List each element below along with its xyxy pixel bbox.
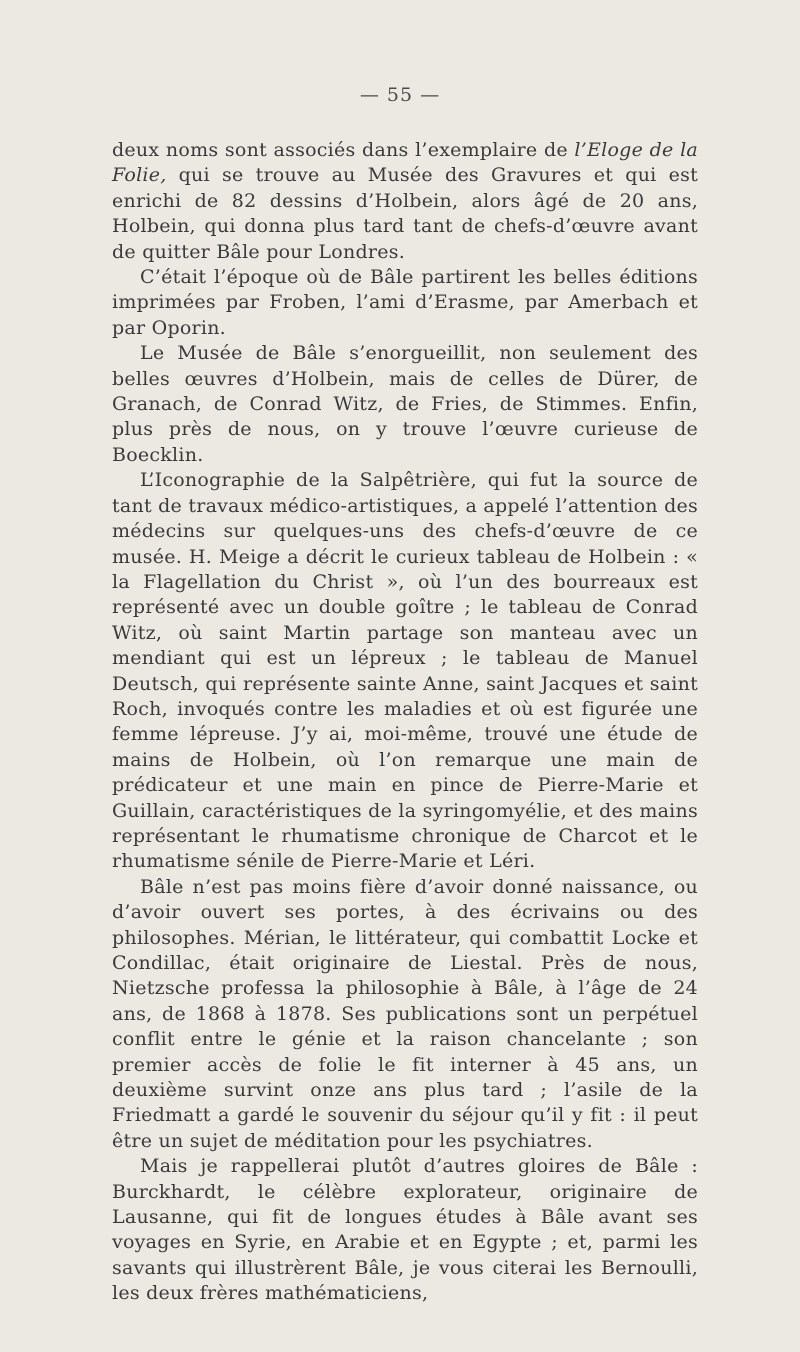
paragraph-2: C’était l’époque où de Bâle partirent les belles éditions imprimées par Froben, l’ami d’Erasme, par Amerbach et par Oporin. [112, 266, 698, 339]
paragraph-6: Mais je rappellerai plutôt d’autres gloires de Bâle : Burckhardt, le célèbre explorateur, originaire de Lausanne, qui fit de longues études à Bâle avant ses voyages en Syrie, en Arabie et en Egypte ; et, parmi les savants qui illustrèrent Bâle, je vous citerai les Bernoulli, les deux frères mathématiciens, [112, 1155, 698, 1305]
page-number: — 55 — [359, 84, 441, 106]
book-title: l’Eloge de la Folie, [112, 139, 698, 187]
paragraph-4: L’Iconographie de la Salpêtrière, qui fut la source de tant de travaux médico-artistiques, a appelé l’attention des médecins sur quelques-uns des chefs-d’œuvre de ce musée. H. Meige a décrit le curieux tableau de Holbein : « la Flagellation du Christ », où l’un des bourreaux est représenté avec un double goître ; le tableau de Conrad Witz, où saint Martin partage son manteau avec un mendiant qui est un lépreux ; le tableau de Manuel Deutsch, qui représente sainte Anne, saint Jacques et saint Roch, invoqués contre les maladies et où est figurée une femme lépreuse. J’y ai, moi-même, trouvé une étude de mains de Holbein, où l’on remarque une main de prédicateur et une main en pince de Pierre-Marie et Guillain, caractéristiques de la syringomyélie, et des mains représentant le rhumatisme chronique de Charcot et le rhumatisme sénile de Pierre-Marie et Léri. [112, 469, 698, 873]
paragraph-1-text-a: deux noms sont associés dans l’exemplaire de [112, 139, 575, 161]
paragraph-1 [112, 138, 698, 265]
paragraph-3: Le Musée de Bâle s’enorgueillit, non seulement des belles œuvres d’Holbein, mais de celles de Dürer, de Granach, de Conrad Witz, de Fries, de Stimmes. Enfin, plus près de nous, on y trouve l’œuvre curieuse de Boecklin. [112, 342, 698, 466]
paragraph-5: Bâle n’est pas moins fière d’avoir donné naissance, ou d’avoir ouvert ses portes, à des écrivains ou des philosophes. Mérian, le littérateur, qui combattit Locke et Condillac, était originaire de Liestal. Près de nous, Nietzsche professa la philosophie à Bâle, à l’âge de 24 ans, de 1868 à 1878. Ses publications sont un perpétuel conflit entre le génie et la raison chancelante ; son premier accès de folie le fit interner à 45 ans, un deuxième survint onze ans plus tard ; l’asile de la Friedmatt a gardé le souvenir du séjour qu’il y fit : il peut être un sujet de méditation pour les psychiatres. [112, 875, 698, 1152]
paragraph-1-text-b: qui se trouve au Musée des Gravures et qui est enrichi de 82 dessins d’Holbein, alors âgé de 20 ans, Holbein, qui donna plus tard tant de chefs-d’œuvre avant de quitter Bâle pour Londres. [112, 164, 698, 263]
body-text [112, 138, 698, 1307]
